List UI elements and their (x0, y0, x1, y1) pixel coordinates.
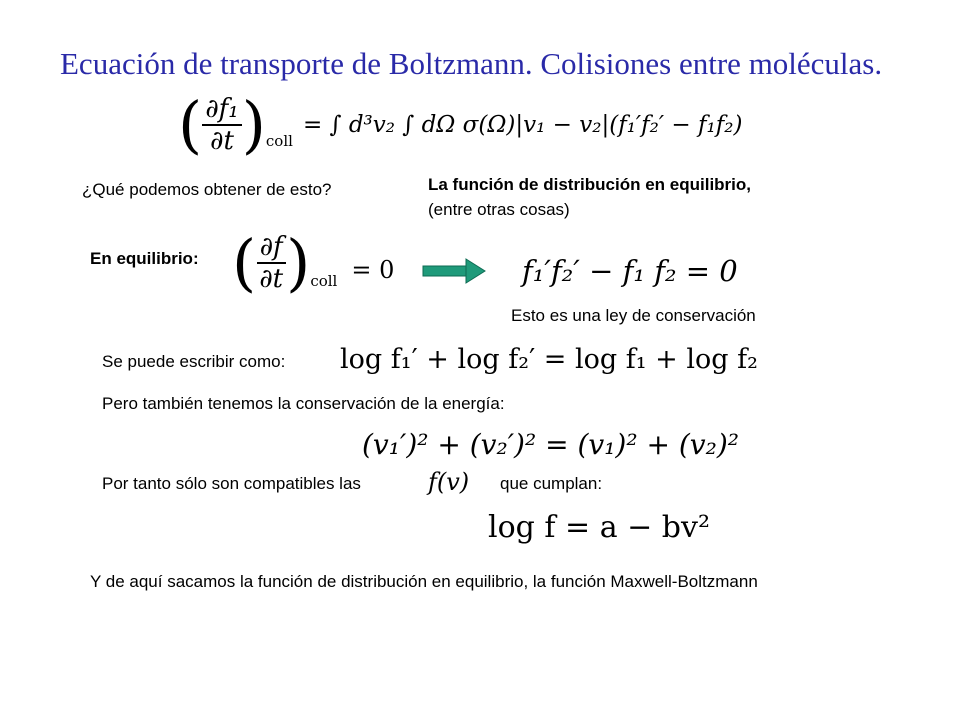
compatible-function: f(v) (428, 468, 470, 496)
collision-derivative-num: ∂f₁ (202, 94, 242, 126)
compatible-label-b: que cumplan: (500, 474, 603, 493)
log-equation: log f₁′ + log f₂′ = log f₁ + log f₂ (340, 344, 758, 375)
equilibrium-rhs: = 0 (351, 256, 395, 284)
equilibrium-rparen: ) (286, 226, 311, 299)
log-label: Se puede escribir como: (102, 352, 286, 371)
question-text: ¿Qué podemos obtener de esto? (82, 180, 332, 199)
collision-derivative (202, 94, 242, 156)
energy-equation: (v₁′)² + (v₂′)² = (v₁)² + (v₂)² (362, 428, 739, 461)
equilibrium-derivative-num: ∂f (257, 232, 286, 264)
right-arrow-icon (422, 258, 486, 284)
collision-equation (178, 88, 743, 161)
collision-subscript: coll (265, 132, 293, 150)
page-title: Ecuación de transporte de Boltzmann. Colisiones entre moléculas. (60, 46, 883, 81)
equilibrium-equation (232, 226, 395, 299)
equilibrium-lparen: ( (232, 226, 257, 299)
equilibrium-label: En equilibrio: (90, 249, 199, 268)
maxwell-equation: log f = a − bv² (488, 510, 710, 545)
conservation-note: Esto es una ley de conservación (511, 306, 756, 325)
equilibrium-derivative (256, 232, 286, 294)
equilibrium-derivative-den: ∂t (259, 264, 284, 294)
answer-bold-text: La función de distribución en equilibrio, (428, 175, 752, 194)
collision-lparen: ( (178, 88, 203, 161)
answer-normal-text: (entre otras cosas) (428, 200, 570, 219)
collision-derivative-den: ∂t (210, 126, 234, 156)
energy-label: Pero también tenemos la conservación de la energía: (102, 394, 505, 413)
product-equation: f₁′f₂′ − f₁ f₂ = 0 (522, 254, 738, 288)
collision-rparen: ) (241, 88, 266, 161)
equilibrium-subscript: coll (310, 272, 338, 290)
collision-rhs: = ∫ d³v₂ ∫ dΩ σ(Ω)|v₁ − v₂|(f₁′f₂′ − f₁f₂) (302, 112, 743, 138)
compatible-label-a: Por tanto sólo son compatibles las (102, 474, 361, 493)
conclusion-text: Y de aquí sacamos la función de distribución en equilibrio, la función Maxwell-Boltzmann (90, 572, 758, 591)
